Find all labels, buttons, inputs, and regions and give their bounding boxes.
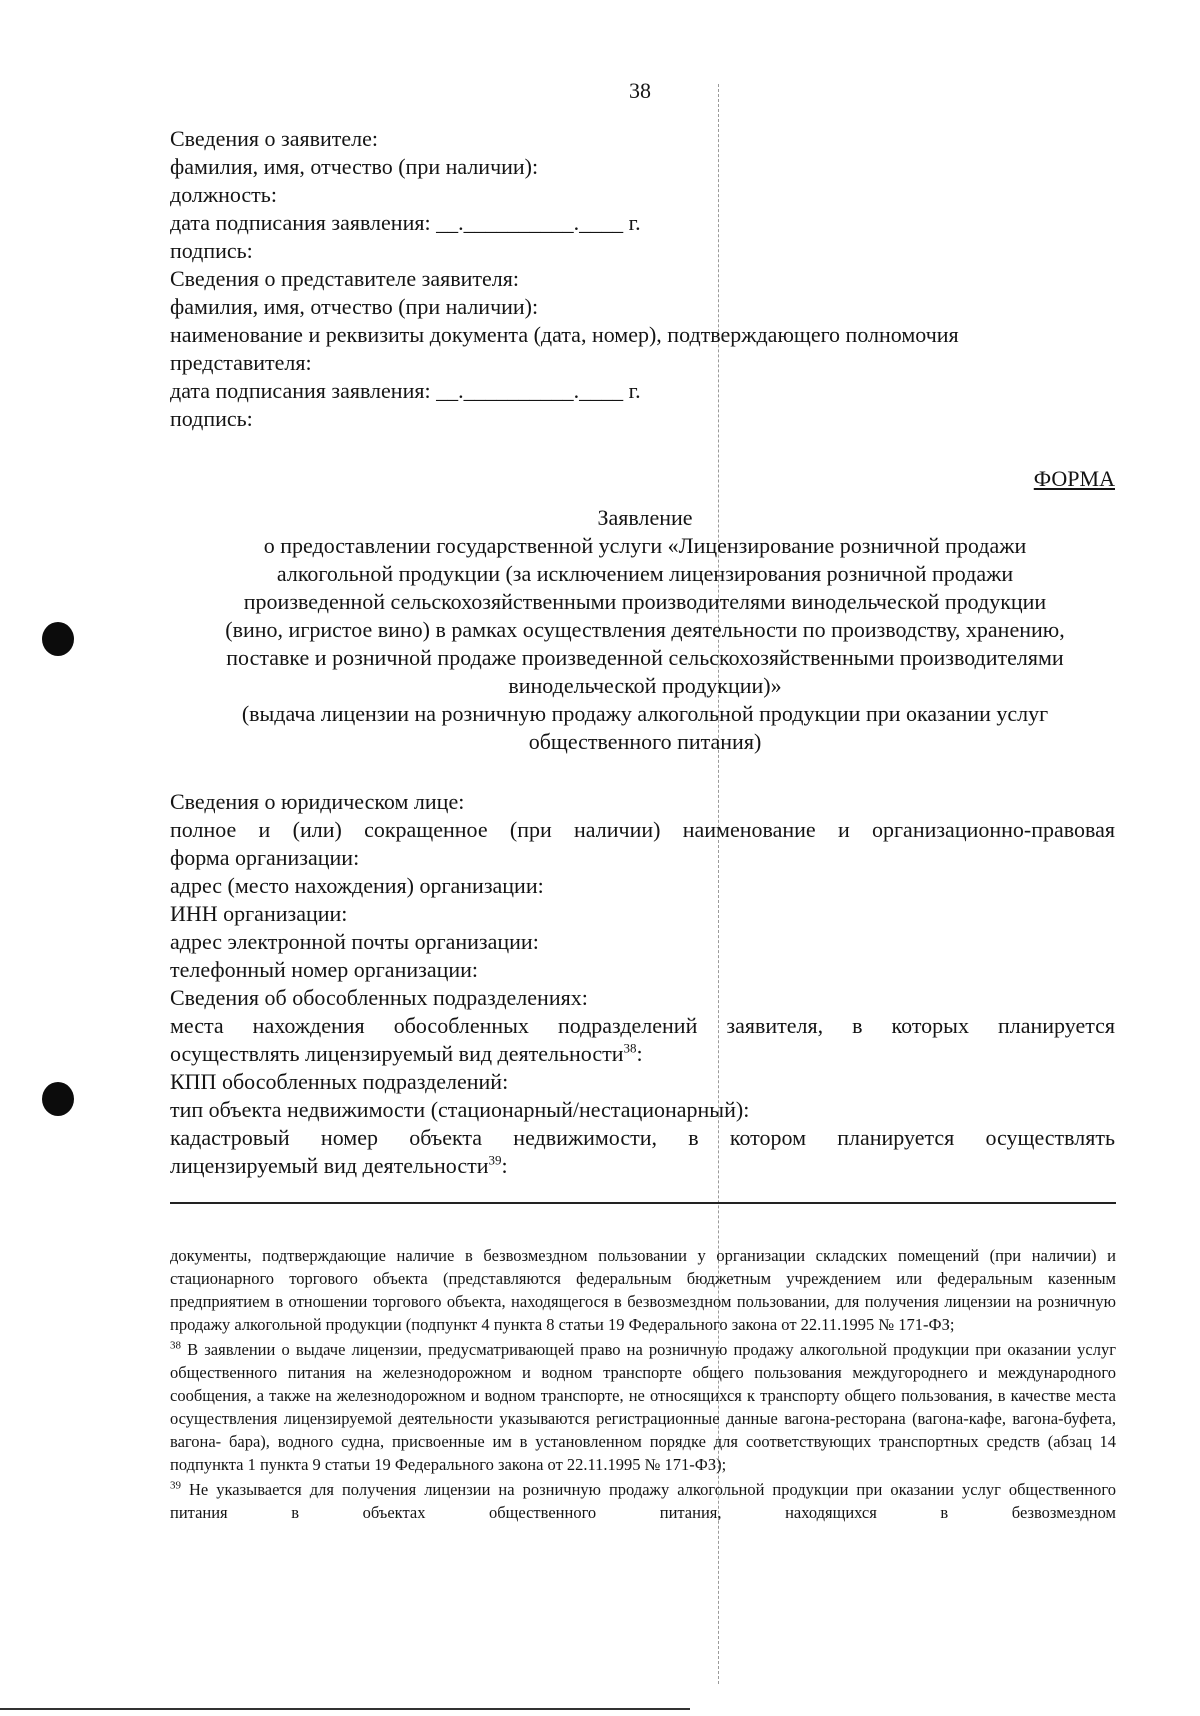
title-line: о предоставлении государственной услуги «Лицензирование розничной продажи xyxy=(263,533,1027,558)
subdivisions-location-cont: осуществлять лицензируемый вид деятельности$^{38}$: xyxy=(170,1040,643,1066)
representative-document: наименование и реквизиты документа (дата, номер), подтверждающего полномочия xyxy=(170,322,959,347)
footnote-separator xyxy=(170,1202,1116,1204)
representative-sign-date: дата подписания заявления: __.__________.____ г. xyxy=(170,378,641,403)
footnote-38: $^{38}$ В заявлении о выдаче лицензии, предусматривающей право на розничную продажу алкогольной продукции при оказании услуг общественного питания на железнодорожном и водном транспорте общего пользования междугороднего и международного сообщения, а также на железнодорожном и водном транспорте, не относящихся к транспорту общего пользования, в качестве места осуществления лицензируемой деятельности указываются регистрационные данные вагона-ресторана (вагона-кафе, вагона-буфета, вагона- бара), водного судна, присвоенные им в установленном порядке для соответствующих транспортных средств (абзац 14 подпункта 1 пункта 9 статьи 19 Федерального закона от 22.11.1995 № 171-ФЗ); xyxy=(170,1339,1116,1474)
applicant-heading: Сведения о заявителе: xyxy=(170,126,379,151)
title-line: алкогольной продукции (за исключением лицензирования розничной продажи xyxy=(276,561,1014,586)
representative-signature: подпись: xyxy=(170,406,253,431)
scan-edge-line xyxy=(0,1708,690,1710)
representative-fio: фамилия, имя, отчество (при наличии): xyxy=(170,294,539,319)
legal-entity-email: адрес электронной почты организации: xyxy=(170,929,539,954)
title-line: поставке и розничной продаже произведенной сельскохозяйственными производителями xyxy=(226,645,1064,670)
footnotes xyxy=(170,1244,1116,1524)
title-line: произведенной сельскохозяйственными производителями винодельческой продукции xyxy=(243,589,1047,614)
legal-entity-heading: Сведения о юридическом лице: xyxy=(170,789,465,814)
representative-document-cont: представителя: xyxy=(170,350,312,375)
cadastral-number-cont: лицензируемый вид деятельности$^{39}$: xyxy=(170,1152,508,1178)
title-line: общественного питания) xyxy=(528,729,762,754)
footnote-ref-38: 38 xyxy=(623,1040,637,1056)
application-title xyxy=(170,504,1120,756)
applicant-position: должность: xyxy=(170,182,277,207)
footnote-39: $^{39}$ Не указывается для получения лицензии на розничную продажу алкогольной продукции при оказании услуг общественного питания в объектах общественного питания, находящихся в безвозмездном xyxy=(170,1479,1116,1522)
punch-hole-icon xyxy=(42,1082,74,1116)
title-line: (вино, игристое вино) в рамках осуществления деятельности по производству, хранению, xyxy=(225,617,1065,642)
legal-entity-inn: ИНН организации: xyxy=(170,901,348,926)
representative-heading: Сведения о представителе заявителя: xyxy=(170,266,519,291)
cadastral-number: кадастровый номер объекта недвижимости, в котором планируется осуществлять xyxy=(170,1125,1115,1150)
legal-entity-section xyxy=(170,788,1115,1180)
legal-entity-address: адрес (место нахождения) организации: xyxy=(170,873,544,898)
subdivisions-location: места нахождения обособленных подразделений заявителя, в которых планируется xyxy=(170,1013,1115,1038)
footnote-continuation: документы, подтверждающие наличие в безвозмездном пользовании у организации складских помещений (при наличии) и стационарного торгового объекта (представляются федеральным бюджетным учреждением или федеральным казенным предприятием в отношении торгового объекта, находящегося в безвозмездном пользовании, для получения лицензии на розничную продажу алкогольной продукции (подпункт 4 пункта 8 статьи 19 Федерального закона от 22.11.1995 № 171-ФЗ; xyxy=(170,1246,1116,1334)
applicant-fio: фамилия, имя, отчество (при наличии): xyxy=(170,154,539,179)
applicant-signature: подпись: xyxy=(170,238,253,263)
title-line: Заявление xyxy=(597,505,693,530)
title-line: (выдача лицензии на розничную продажу алкогольной продукции при оказании услуг xyxy=(241,701,1049,726)
footnote-ref-39: 39 xyxy=(488,1152,502,1168)
form-label: ФОРМА xyxy=(1033,466,1115,491)
legal-entity-name: полное и (или) сокращенное (при наличии) наименование и организационно-правовая xyxy=(170,817,1115,842)
applicant-section xyxy=(170,125,1120,433)
subdivisions-kpp: КПП обособленных подразделений: xyxy=(170,1069,509,1094)
subdivisions-heading: Сведения об обособленных подразделениях: xyxy=(170,985,588,1010)
title-line: винодельческой продукции)» xyxy=(508,673,782,698)
punch-hole-icon xyxy=(42,622,74,656)
applicant-sign-date: дата подписания заявления: __.__________.____ г. xyxy=(170,210,641,235)
page-number: 38 xyxy=(629,78,651,103)
legal-entity-form: форма организации: xyxy=(170,845,360,870)
property-type: тип объекта недвижимости (стационарный/нестационарный): xyxy=(170,1097,750,1122)
legal-entity-phone: телефонный номер организации: xyxy=(170,957,479,982)
